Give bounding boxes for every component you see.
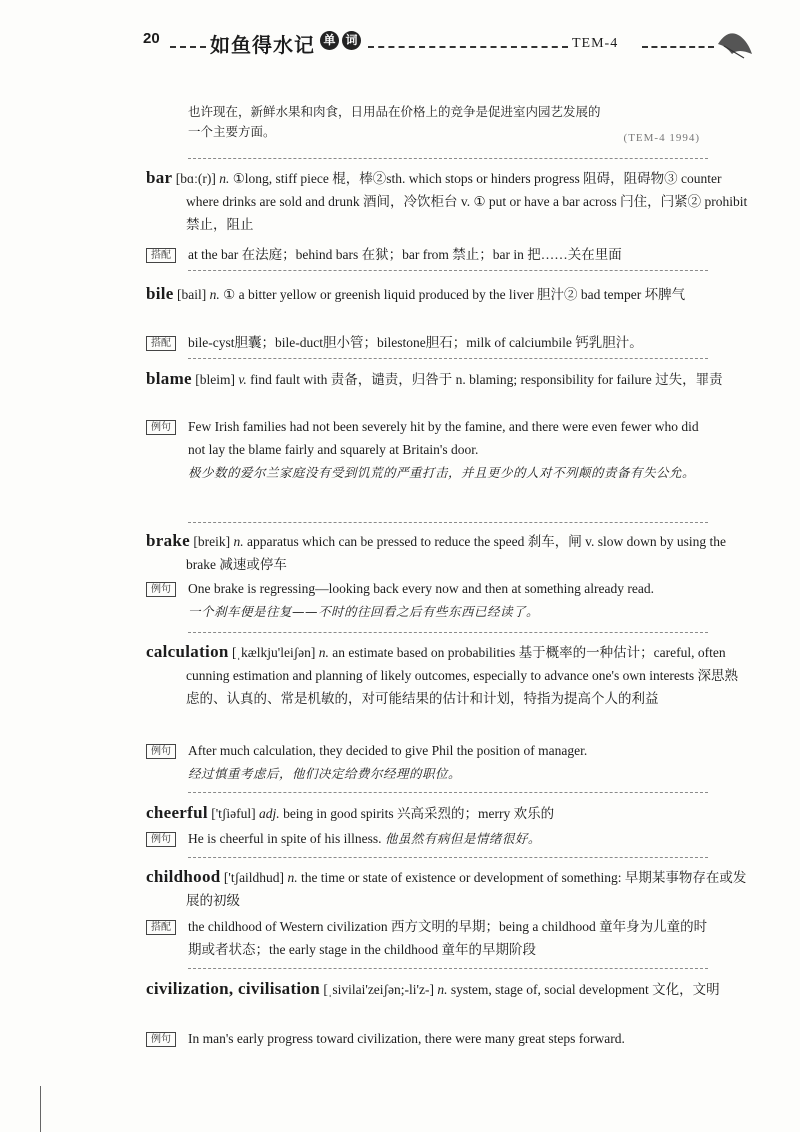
phonetic: ['tʃiəful] xyxy=(211,806,256,821)
headword: brake xyxy=(146,531,190,550)
entry-blame xyxy=(146,367,751,391)
definition: ① a bitter yellow or greenish liquid produced by the liver 胆汁② bad temper 坏脾气 xyxy=(223,287,686,302)
example-block xyxy=(188,827,716,850)
example-translation: 他虽然有病但是情绪很好。 xyxy=(384,831,541,846)
example-translation: 极少数的爱尔兰家庭没有受到饥荒的严重打击，并且更少的人对不列颠的责备有失公允。 xyxy=(188,465,696,480)
definition: the time or state of existence or development of something: 早期某事物存在或发展的初级 xyxy=(186,870,747,908)
phonetic: [breik] xyxy=(193,534,231,549)
tag-example: 例句 xyxy=(146,1032,176,1047)
tag-example: 例句 xyxy=(146,582,176,597)
entry-civilization xyxy=(146,977,751,1001)
tag-example: 例句 xyxy=(146,420,176,435)
part-of-speech: adj. xyxy=(259,806,280,821)
definition: system, stage of, social development 文化，文明 xyxy=(450,982,720,997)
headword: blame xyxy=(146,369,192,388)
entry-divider xyxy=(188,270,708,271)
page-header xyxy=(0,0,800,70)
part-of-speech: n. xyxy=(437,982,448,997)
source-citation: (TEM-4 1994) xyxy=(623,132,700,144)
phonetic: [bail] xyxy=(177,287,207,302)
headword: bar xyxy=(146,168,173,187)
example: the childhood of Western civilization 西方文明的早期；being a childhood 童年身为儿童的时期或者状态；the early stage in the childhood 童年的早期阶段 xyxy=(188,919,708,957)
example-translation: 经过慎重考虑后，他们决定给费尔经理的职位。 xyxy=(188,766,462,781)
book-title: 如鱼得水记 xyxy=(210,33,315,57)
header-rule xyxy=(642,46,714,48)
example-translation: 一个刹车便是往复——不时的往回看之后有些东西已经读了。 xyxy=(188,604,540,619)
header-rule xyxy=(368,46,568,48)
entry-divider xyxy=(188,857,708,858)
example-sentence: After much calculation, they decided to give Phil the position of manager. xyxy=(188,743,588,758)
part-of-speech: n. xyxy=(233,534,244,549)
badge-word-2: 词 xyxy=(342,31,361,50)
tag-example: 例句 xyxy=(146,832,176,847)
entry-divider xyxy=(188,358,708,359)
phonetic: ['tʃaildhud] xyxy=(223,870,285,885)
entry-brake xyxy=(146,529,751,576)
definition: an estimate based on probabilities 基于概率的一种估计；careful, often cunning estimation and planning of likely outcomes, especially to advance one's own interests 深思熟虑的、认真的、常是机敏的，对可能结果的估计和计划，特指为提高个人的利益 xyxy=(186,645,739,706)
part-of-speech: n. xyxy=(209,287,220,302)
phonetic: [ˌsivilai'zeiʃən;-li'z-] xyxy=(323,982,434,997)
tag-collocation: 搭配 xyxy=(146,248,176,263)
phonetic: [ˌkælkju'leiʃən] xyxy=(232,645,316,660)
ornament-icon xyxy=(714,24,754,64)
entry-divider xyxy=(188,968,708,969)
page-number: 20 xyxy=(143,30,160,47)
definition: apparatus which can be pressed to reduce the speed 刹车，闸 v. slow down by using the brake 减速或停车 xyxy=(186,534,726,572)
example-block xyxy=(188,415,716,484)
part-of-speech: n. xyxy=(219,171,230,186)
exam-label: TEM-4 xyxy=(572,36,619,51)
definition: ①long, stiff piece 棍，棒②sth. which stops or hinders progress 阻碍，阻碍物③ counter where drinks are sold and drunk 酒间，冷饮柜台 v. ① put or have a bar across 闩住，闩紧② prohibit 禁止，阻止 xyxy=(186,171,748,232)
definition: find fault with 责备，谴责，归咎于 n. blaming; responsibility for failure 过失，罪责 xyxy=(250,372,723,387)
definition: being in good spirits 兴高采烈的；merry 欢乐的 xyxy=(283,806,555,821)
entry-childhood xyxy=(146,865,751,912)
example-sentence: In man's early progress toward civilization, there were many great steps forward. xyxy=(188,1031,625,1046)
headword: bile xyxy=(146,284,174,303)
entry-bile xyxy=(146,282,751,306)
headword: civilization, civilisation xyxy=(146,979,321,998)
example-sentence: Few Irish families had not been severely hit by the famine, and there were even fewer who did not lay the blame fairly and squarely at Britain's door. xyxy=(188,419,699,457)
entry-bar xyxy=(146,166,751,236)
entry-cheerful xyxy=(146,801,751,825)
headword: calculation xyxy=(146,642,229,661)
translation-line: 也许现在，新鲜水果和肉食，日用品在价格上的竞争是促进室内园艺发展的 xyxy=(188,104,601,119)
phonetic: [bɑː(r)] xyxy=(175,171,216,186)
margin-line xyxy=(40,1086,41,1132)
headword: childhood xyxy=(146,867,221,886)
tag-example: 例句 xyxy=(146,744,176,759)
part-of-speech: v. xyxy=(238,372,247,387)
entry-divider xyxy=(188,632,708,633)
example-sentence: One brake is regressing—looking back every now and then at something already read. xyxy=(188,581,654,596)
part-of-speech: n. xyxy=(287,870,298,885)
entry-divider xyxy=(188,792,708,793)
entry-calculation xyxy=(146,640,751,710)
header-rule xyxy=(170,46,206,48)
badge-word-1: 单 xyxy=(320,31,339,50)
tag-collocation: 搭配 xyxy=(146,920,176,935)
example-block xyxy=(188,739,716,785)
example-sentence: He is cheerful in spite of his illness. xyxy=(188,831,382,846)
translation-line: 一个主要方面。 xyxy=(188,124,276,139)
example: at the bar 在法庭；behind bars 在狱；bar from 禁止；bar in 把……关在里面 xyxy=(188,247,622,262)
phonetic: [bleim] xyxy=(195,372,236,387)
tag-collocation: 搭配 xyxy=(146,336,176,351)
example: bile-cyst胆囊；bile-duct胆小管；bilestone胆石；milk of calciumbile 钙乳胆汁。 xyxy=(188,335,643,350)
example-block xyxy=(188,577,716,623)
part-of-speech: n. xyxy=(318,645,329,660)
entry-divider xyxy=(188,522,708,523)
entry-divider xyxy=(188,158,708,159)
headword: cheerful xyxy=(146,803,208,822)
